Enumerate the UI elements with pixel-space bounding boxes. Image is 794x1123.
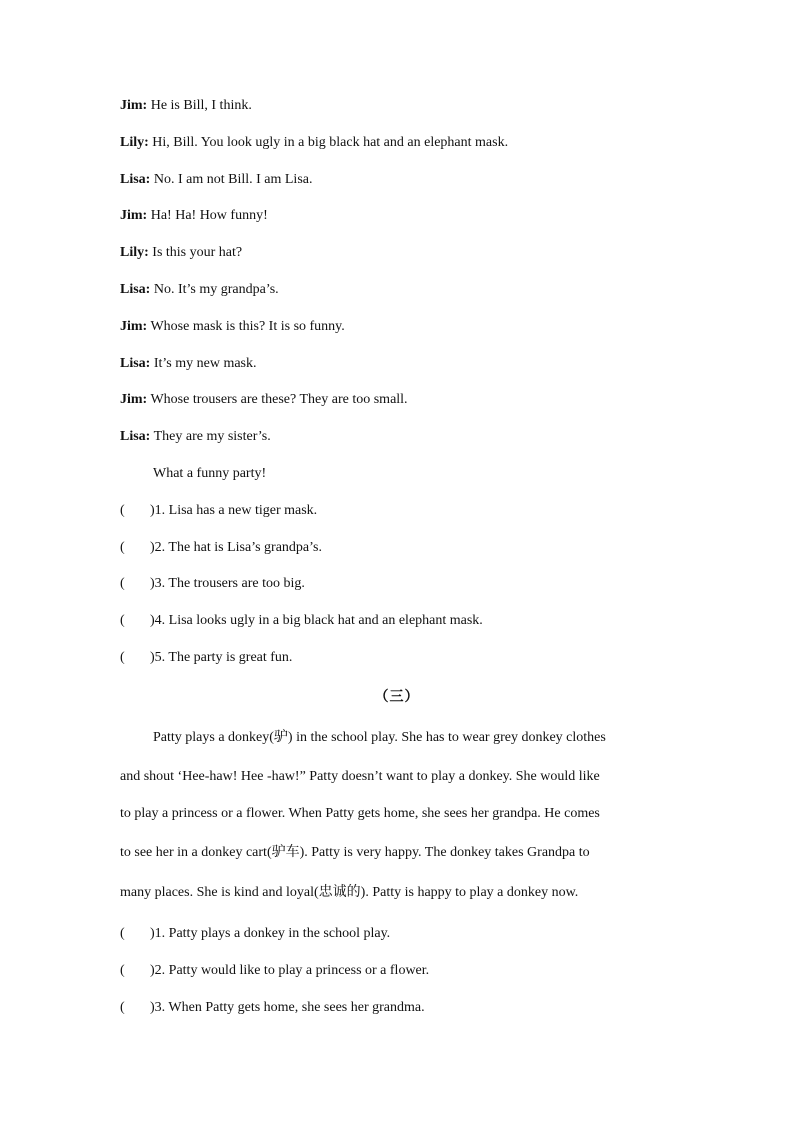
question-text: )2. The hat is Lisa’s grandpa’s.	[150, 540, 322, 555]
dialogue-text: Is this your hat?	[152, 245, 243, 260]
passage-line: to play a princess or a flower. When Patty gets home, she sees her grandpa. He comes	[120, 806, 600, 821]
answer-blank[interactable]: (	[120, 963, 125, 978]
dialogue-line	[120, 97, 252, 115]
dialogue-line	[120, 134, 508, 152]
speaker-name: Jim:	[120, 392, 148, 407]
answer-blank[interactable]: (	[120, 1000, 125, 1015]
speaker-name: Jim:	[120, 208, 148, 223]
question-item	[120, 999, 425, 1017]
dialogue-line	[120, 428, 271, 446]
dialogue-text: It’s my new mask.	[153, 356, 257, 371]
question-item	[120, 539, 322, 557]
dialogue-text: No. I am not Bill. I am Lisa.	[153, 172, 313, 187]
question-item	[120, 649, 292, 667]
dialogue-line	[120, 355, 257, 373]
dialogue-text: They are my sister’s.	[153, 429, 271, 444]
dialogue-line	[120, 318, 345, 336]
dialogue-text: Ha! Ha! How funny!	[150, 208, 268, 223]
answer-blank[interactable]: (	[120, 576, 125, 591]
answer-blank[interactable]: (	[120, 503, 125, 518]
speaker-name: Lisa:	[120, 172, 151, 187]
speaker-name: Lisa:	[120, 429, 151, 444]
dialogue-line	[120, 171, 313, 189]
dialogue-text: He is Bill, I think.	[150, 98, 252, 113]
answer-blank[interactable]: (	[120, 650, 125, 665]
question-text: )1. Patty plays a donkey in the school play.	[150, 926, 391, 941]
question-text: )3. When Patty gets home, she sees her grandma.	[150, 1000, 425, 1015]
dialogue-line	[120, 244, 242, 262]
passage-line: to see her in a donkey cart(驴车). Patty is very happy. The donkey takes Grandpa to	[120, 845, 590, 860]
question-item	[120, 502, 317, 520]
passage-line: many places. She is kind and loyal(忠诚的). Patty is happy to play a donkey now.	[120, 885, 579, 900]
speaker-name: Lily:	[120, 135, 149, 150]
dialogue-text: Whose trousers are these? They are too small.	[150, 392, 408, 407]
answer-blank[interactable]: (	[120, 926, 125, 941]
speaker-name: Lily:	[120, 245, 149, 260]
speaker-name: Lisa:	[120, 282, 151, 297]
question-item	[120, 612, 483, 630]
closing-line: What a funny party!	[153, 466, 267, 481]
speaker-name: Lisa:	[120, 356, 151, 371]
dialogue-line	[120, 207, 268, 225]
speaker-name: Jim:	[120, 319, 148, 334]
question-item	[120, 575, 305, 593]
dialogue-line	[120, 391, 408, 409]
dialogue-text: Hi, Bill. You look ugly in a big black hat and an elephant mask.	[152, 135, 509, 150]
passage-line: and shout ‘Hee-haw! Hee -haw!” Patty doesn’t want to play a donkey. She would like	[120, 769, 600, 784]
question-text: )5. The party is great fun.	[150, 650, 293, 665]
speaker-name: Jim:	[120, 98, 148, 113]
answer-blank[interactable]: (	[120, 613, 125, 628]
question-text: )2. Patty would like to play a princess or a flower.	[150, 963, 430, 978]
question-text: )1. Lisa has a new tiger mask.	[150, 503, 318, 518]
passage-line: Patty plays a donkey(驴) in the school play. She has to wear grey donkey clothes	[153, 730, 606, 745]
question-text: )3. The trousers are too big.	[150, 576, 305, 591]
answer-blank[interactable]: (	[120, 540, 125, 555]
question-text: )4. Lisa looks ugly in a big black hat and an elephant mask.	[150, 613, 483, 628]
question-item	[120, 962, 429, 980]
dialogue-line	[120, 281, 279, 299]
section-title: （三）	[374, 690, 420, 705]
dialogue-text: Whose mask is this? It is so funny.	[150, 319, 345, 334]
dialogue-text: No. It’s my grandpa’s.	[153, 282, 279, 297]
question-item	[120, 925, 390, 943]
